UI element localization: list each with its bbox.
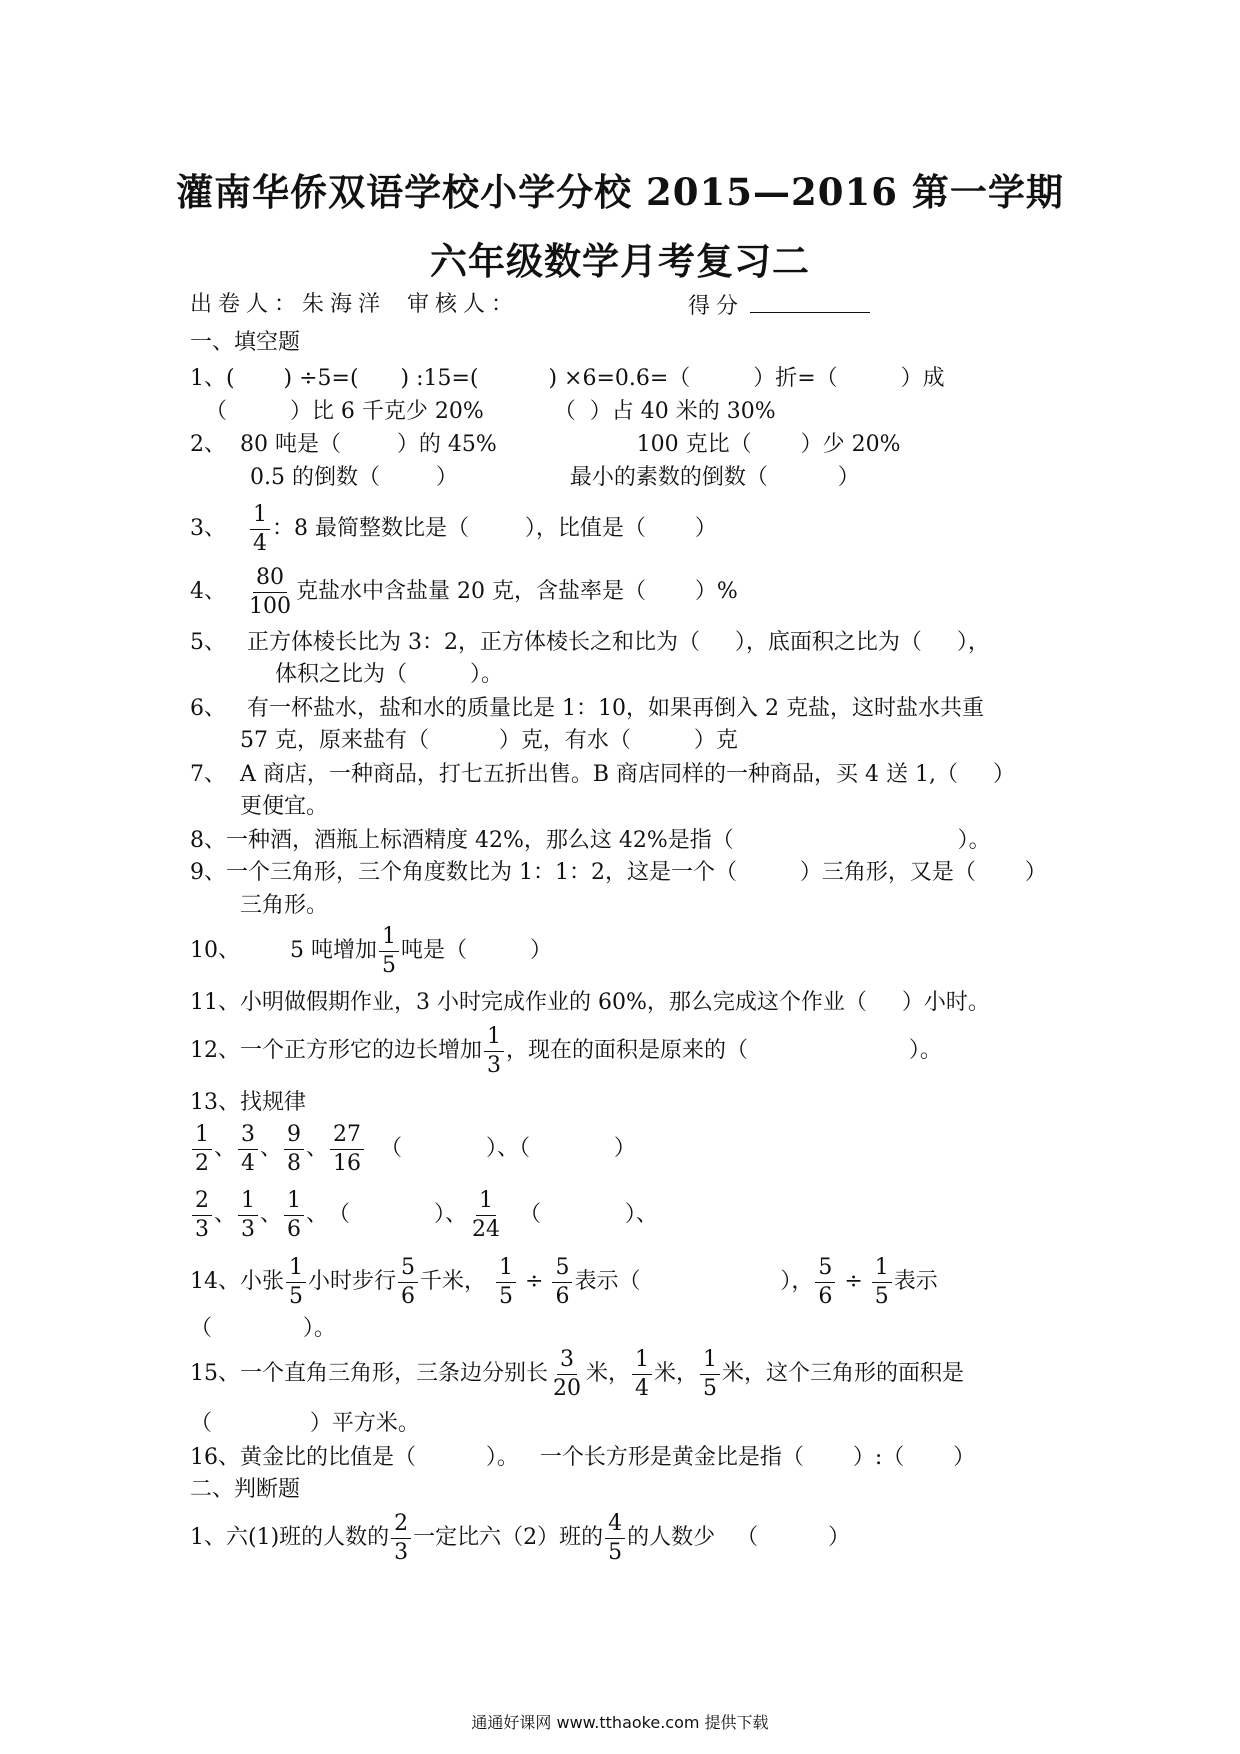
frac-num: 1 (284, 1190, 304, 1216)
q13a-tail: （ ）、（ ） (380, 1136, 636, 1161)
frac-den: 16 (333, 1150, 362, 1176)
q10-frac-den: 5 (382, 952, 396, 978)
q13b-frac3 (284, 1187, 304, 1242)
q3-frac-num: 1 (250, 504, 270, 530)
q12-frac-den: 3 (487, 1052, 501, 1078)
frac-den: 2 (195, 1150, 209, 1176)
separator: 、 (306, 1202, 329, 1227)
q15-frac3 (700, 1346, 720, 1401)
q12 (190, 1020, 942, 1082)
frac-den: 8 (287, 1150, 302, 1176)
q13b-frac2 (238, 1187, 258, 1242)
q5-line1: 5、 正方体棱长比为 3：2，正方体棱长之和比为（ ），底面积之比为（ ）， (190, 630, 990, 655)
q4-frac-num: 80 (253, 567, 287, 593)
q14-text: 小时步行 (308, 1269, 397, 1294)
q15-text: 15、一个直角三角形，三条边分别长 (190, 1361, 548, 1386)
q14-text: ÷ (518, 1269, 551, 1294)
q1-line1: 1、( ) ÷5=( ) :15=( ) ×6=0.6=（ ）折=（ ）成 (190, 366, 945, 391)
section1-heading: 一、填空题 (190, 330, 301, 355)
q15-frac2 (632, 1346, 652, 1401)
separator: 、 (214, 1136, 237, 1161)
q14-frac2 (398, 1254, 418, 1309)
q9-line1: 9、一个三角形，三个角度数比为 1：1：2，这是一个（ ）三角形，又是（ ） (190, 860, 1047, 885)
q15-frac1 (550, 1346, 584, 1401)
separator: 、 (214, 1202, 237, 1227)
frac-num: 5 (552, 1257, 572, 1283)
q8: 8、一种酒，酒瓶上标酒精度 42%，那么这 42%是指（ ）。 (190, 828, 991, 853)
q3 (190, 500, 717, 558)
q10-pre: 5 吨增加 (290, 938, 377, 963)
frac-num: 2 (192, 1190, 212, 1216)
q4 (190, 563, 738, 621)
q12-post: ，现在的面积是原来的（ ）。 (506, 1038, 942, 1063)
q13b-tail: （ ）、 (518, 1202, 658, 1227)
frac-num: 4 (605, 1513, 625, 1539)
separator: 、 (260, 1136, 283, 1161)
frac-den: 6 (818, 1283, 833, 1309)
q10-fraction (379, 923, 399, 978)
q12-fraction (484, 1023, 504, 1078)
separator: 、 (306, 1136, 329, 1161)
setter-name: 朱海洋 (302, 292, 387, 317)
frac-num: 1 (192, 1124, 212, 1150)
q7-line1: 7、 A 商店，一种商品，打七五折出售。B 商店同样的一种商品，买 4 送 1,（ ） (190, 762, 1015, 787)
q9-line2: 三角形。 (240, 893, 329, 918)
q14-text: 千米， (420, 1269, 487, 1294)
q14-line1 (190, 1250, 938, 1314)
q4-fraction (246, 564, 294, 619)
q14-line2: （ ）。 (190, 1316, 336, 1341)
q10 (190, 920, 552, 982)
q14-frac4 (552, 1254, 572, 1309)
q1-line2: （ ）比 6 千克少 20% （ ）占 40 米的 30% (205, 399, 776, 424)
q14-frac1 (286, 1254, 306, 1309)
score-blank (750, 292, 870, 313)
frac-den: 3 (394, 1539, 409, 1565)
q16: 16、黄金比的比值是（ ）。 一个长方形是黄金比是指（ ）:（ ） (190, 1445, 976, 1470)
frac-den: 3 (195, 1216, 209, 1242)
q13a-frac1 (192, 1121, 212, 1176)
q3-frac-den: 4 (253, 530, 267, 556)
footer-download-note: 通通好课网 www.tthaoke.com 提供下载 (471, 1713, 769, 1732)
q15-line1 (190, 1342, 964, 1406)
q13b-frac4 (469, 1187, 503, 1242)
q3-prefix: 3、 (190, 516, 226, 541)
q7-line2: 更便宜。 (240, 794, 329, 819)
q14-text: ÷ (837, 1269, 870, 1294)
score-field (688, 292, 870, 320)
frac-num: 1 (286, 1257, 306, 1283)
frac-den: 5 (499, 1283, 514, 1309)
q14-frac5 (815, 1254, 835, 1309)
q13a-frac3 (284, 1121, 304, 1176)
section2-heading: 二、判断题 (190, 1477, 301, 1502)
frac-num: 1 (700, 1349, 720, 1375)
q10-prefix: 10、 (190, 938, 240, 963)
q15-text: 米， (654, 1361, 699, 1386)
q11: 11、小明做假期作业，3 小时完成作业的 60%，那么完成这个作业（ ）小时。 (190, 990, 990, 1015)
q15-line2: （ ）平方米。 (190, 1411, 420, 1436)
frac-den: 4 (635, 1375, 650, 1401)
judge-q1-frac1 (391, 1510, 411, 1565)
q10-post: 吨是（ ） (401, 938, 552, 963)
frac-den: 6 (287, 1216, 302, 1242)
frac-den: 5 (608, 1539, 623, 1565)
judge-q1-text: 的人数少 （ ） (627, 1525, 851, 1550)
frac-num: 1 (476, 1190, 496, 1216)
q14-text: 表示（ ）， (574, 1269, 814, 1294)
frac-den: 5 (874, 1283, 889, 1309)
q13-row1 (190, 1118, 636, 1180)
q10-frac-num: 1 (379, 926, 399, 952)
q14-frac3 (496, 1254, 516, 1309)
q2-line1: 2、 80 吨是（ ）的 45% 100 克比（ ）少 20% (190, 432, 901, 457)
q13a-frac4 (330, 1121, 364, 1176)
q13-row2 (190, 1184, 658, 1246)
q15-text: 米，这个三角形的面积是 (722, 1361, 965, 1386)
q13-heading: 13、找规律 (190, 1090, 306, 1115)
q13b-frac1 (192, 1187, 212, 1242)
q4-prefix: 4、 (190, 579, 226, 604)
q14-text: 表示 (893, 1269, 938, 1294)
q14-text: 14、小张 (190, 1269, 284, 1294)
judge-q1 (190, 1505, 850, 1571)
q13a-frac2 (238, 1121, 258, 1176)
q4-frac-den: 100 (249, 593, 291, 619)
exam-title: 灌南华侨双语学校小学分校 2015—2016 第一学期 (176, 170, 1064, 214)
q12-pre: 12、一个正方形它的边长增加 (190, 1038, 482, 1063)
q3-fraction (250, 501, 270, 556)
frac-num: 1 (872, 1257, 892, 1283)
frac-num: 5 (815, 1257, 835, 1283)
frac-num: 3 (238, 1124, 258, 1150)
frac-den: 6 (401, 1283, 416, 1309)
frac-num: 2 (391, 1513, 411, 1539)
q6-line2: 57 克，原来盐有（ ）克，有水（ ）克 (240, 728, 738, 753)
frac-num: 1 (238, 1190, 258, 1216)
judge-q1-frac2 (605, 1510, 625, 1565)
exam-meta (190, 292, 519, 318)
q5-line2: 体积之比为（ ）。 (275, 662, 503, 687)
frac-num: 9 (284, 1124, 304, 1150)
exam-subtitle: 六年级数学月考复习二 (430, 239, 810, 283)
q3-text: ：8 最简整数比是（ ），比值是（ ） (272, 516, 717, 541)
frac-den: 5 (289, 1283, 303, 1309)
frac-num: 3 (557, 1349, 577, 1375)
judge-q1-text: 1、六(1)班的人数的 (190, 1525, 390, 1550)
judge-q1-text: 一定比六（2）班的 (413, 1525, 604, 1550)
q13b-mid: （ ）、 (328, 1202, 467, 1227)
q6-line1: 6、 有一杯盐水，盐和水的质量比是 1：10，如果再倒入 2 克盐，这时盐水共重 (190, 696, 984, 721)
frac-den: 3 (241, 1216, 256, 1242)
q15-text: 米， (586, 1361, 631, 1386)
frac-num: 1 (632, 1349, 652, 1375)
frac-den: 24 (471, 1216, 500, 1242)
reviewer-label: 审核人： (407, 292, 520, 317)
frac-num: 5 (398, 1257, 418, 1283)
frac-num: 27 (330, 1124, 364, 1150)
q12-frac-num: 1 (484, 1026, 504, 1052)
q2-line2: 0.5 的倒数（ ） 最小的素数的倒数（ ） (250, 465, 860, 490)
frac-den: 20 (553, 1375, 581, 1401)
frac-den: 5 (703, 1375, 718, 1401)
score-label: 得分 (688, 294, 745, 319)
frac-num: 1 (496, 1257, 516, 1283)
separator: 、 (260, 1202, 283, 1227)
q4-text: 克盐水中含盐量 20 克，含盐率是（ ）% (296, 579, 738, 604)
setter-label: 出卷人： (190, 292, 303, 317)
frac-den: 4 (241, 1150, 256, 1176)
q14-frac6 (872, 1254, 892, 1309)
frac-den: 6 (555, 1283, 570, 1309)
